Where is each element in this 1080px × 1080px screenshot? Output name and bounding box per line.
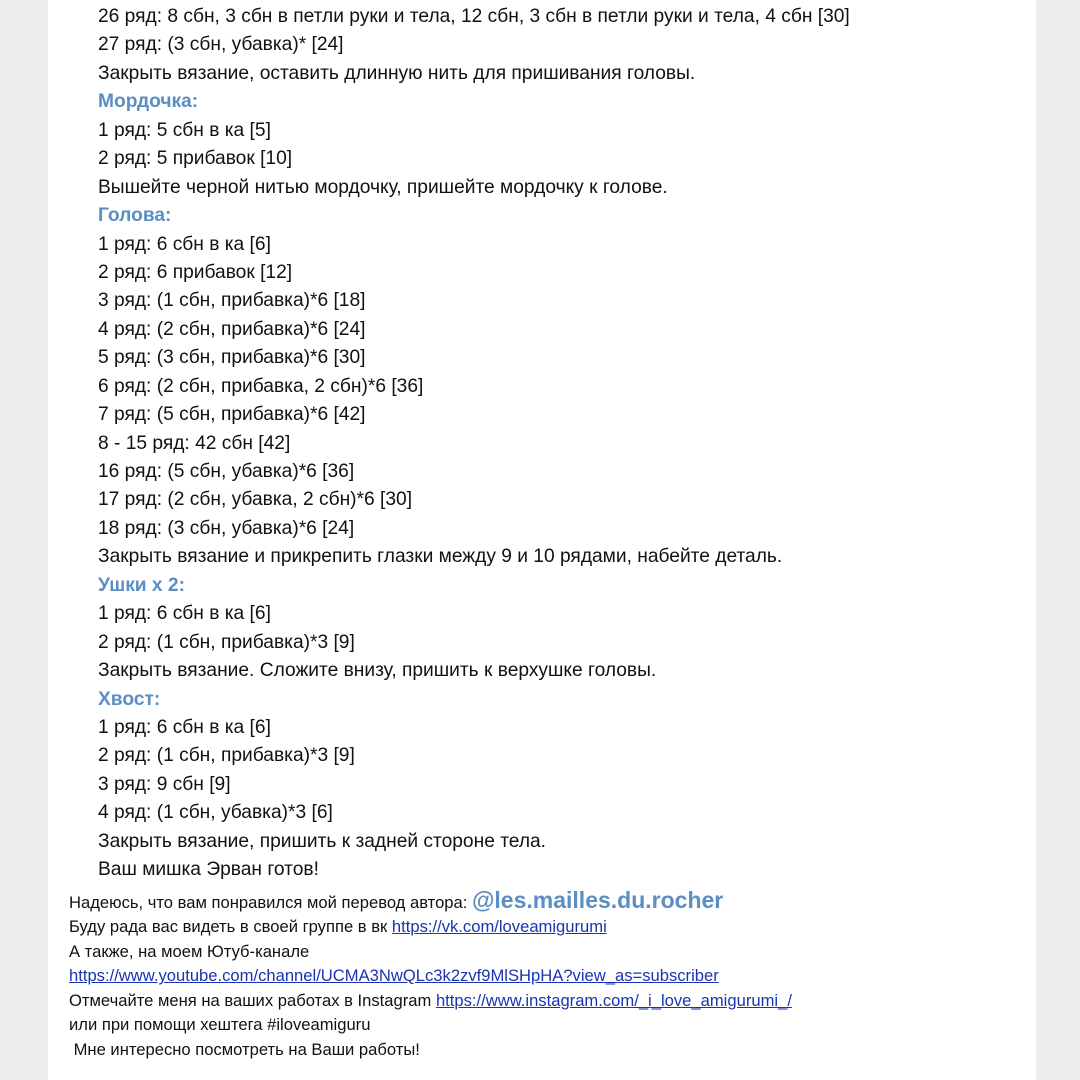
author-handle: @les.mailles.du.rocher (471, 887, 724, 913)
footer-thanks-text: Надеюсь, что вам понравился мой перевод автора: (69, 893, 472, 912)
pattern-line: 1 ряд: 6 сбн в ка [6] (98, 233, 271, 255)
pattern-line: 1 ряд: 5 сбн в ка [5] (98, 119, 271, 141)
footer-youtube-text: А также, на моем Ютуб-канале (69, 941, 310, 961)
footer-closing-text: Мне интересно посмотреть на Ваши работы! (69, 1039, 420, 1059)
pattern-line: 6 ряд: (2 сбн, прибавка, 2 сбн)*6 [36] (98, 375, 424, 397)
pattern-line: 1 ряд: 6 сбн в ка [6] (98, 603, 271, 625)
pattern-line: 7 ряд: (5 сбн, прибавка)*6 [42] (98, 404, 366, 426)
footer-hashtag-line (69, 1013, 792, 1038)
pattern-line: 26 ряд: 8 сбн, 3 сбн в петли руки и тела, 12 сбн, 3 сбн в петли руки и тела, 4 сбн [30] (98, 6, 850, 27)
section-heading: Мордочка: (98, 91, 199, 113)
footer-youtube-line (69, 940, 792, 965)
section-heading: Хвост: (98, 688, 161, 710)
pattern-line: Закрыть вязание и прикрепить глазки между 9 и 10 рядами, набейте деталь. (98, 546, 783, 568)
pattern-line: Закрыть вязание, оставить длинную нить для пришивания головы. (98, 62, 696, 84)
footer-closing-line (69, 1038, 792, 1063)
footer-instagram-line (69, 989, 792, 1014)
pattern-line: 3 ряд: (1 сбн, прибавка)*6 [18] (98, 290, 366, 312)
instagram-link[interactable]: https://www.instagram.com/_i_love_amigurumi_/ (435, 990, 792, 1010)
section-heading: Ушки х 2: (98, 574, 185, 596)
pattern-line: 2 ряд: 6 прибавок [12] (98, 261, 293, 283)
pattern-line: 2 ряд: (1 сбн, прибавка)*3 [9] (98, 745, 355, 767)
pattern-line: 2 ряд: (1 сбн, прибавка)*3 [9] (98, 631, 355, 653)
pattern-line: 18 ряд: (3 сбн, убавка)*6 [24] (98, 517, 355, 539)
pattern-body (98, 3, 850, 885)
footer-vk-text: Буду рада вас видеть в своей группе в вк (69, 917, 392, 936)
section-heading: Голова: (98, 205, 172, 227)
pattern-line: 4 ряд: (2 сбн, прибавка)*6 [24] (98, 318, 366, 340)
footer-youtube-link-line (69, 964, 792, 989)
pattern-line: 16 ряд: (5 сбн, убавка)*6 [36] (98, 461, 355, 482)
pattern-line: 3 ряд: 9 сбн [9] (98, 773, 231, 795)
document-page (48, 0, 1036, 1080)
footer-notes (69, 885, 792, 1063)
pattern-line: 2 ряд: 5 прибавок [10] (98, 148, 293, 170)
pattern-line: Закрыть вязание. Сложите внизу, пришить к верхушке головы. (98, 660, 657, 682)
pattern-line: Ваш мишка Эрван готов! (98, 859, 319, 881)
pattern-line: 5 ряд: (3 сбн, прибавка)*6 [30] (98, 347, 366, 369)
footer-thanks-line (69, 885, 792, 915)
vk-link[interactable]: https://vk.com/loveamigurumi (391, 917, 607, 936)
pattern-line: 17 ряд: (2 сбн, убавка, 2 сбн)*6 [30] (98, 489, 413, 511)
footer-instagram-text: Отмечайте меня на ваших работах в Instagram (69, 990, 436, 1010)
pattern-line: Закрыть вязание, пришить к задней стороне тела. (98, 830, 547, 852)
pattern-line: 27 ряд: (3 сбн, убавка)* [24] (98, 34, 344, 56)
footer-vk-line (69, 915, 792, 940)
pattern-line: 1 ряд: 6 сбн в ка [6] (98, 716, 271, 738)
youtube-link[interactable]: https://www.youtube.com/channel/UCMA3NwQLc3k2zvf9MlSHpHA?view_as=subscriber (69, 966, 719, 986)
footer-hashtag-text: или при помощи хештега #iloveamiguru (69, 1015, 371, 1035)
pattern-line: 4 ряд: (1 сбн, убавка)*3 [6] (98, 802, 333, 824)
pattern-line: 8 - 15 ряд: 42 сбн [42] (98, 432, 291, 454)
pattern-line: Вышейте черной нитью мордочку, пришейте мордочку к голове. (98, 176, 668, 198)
